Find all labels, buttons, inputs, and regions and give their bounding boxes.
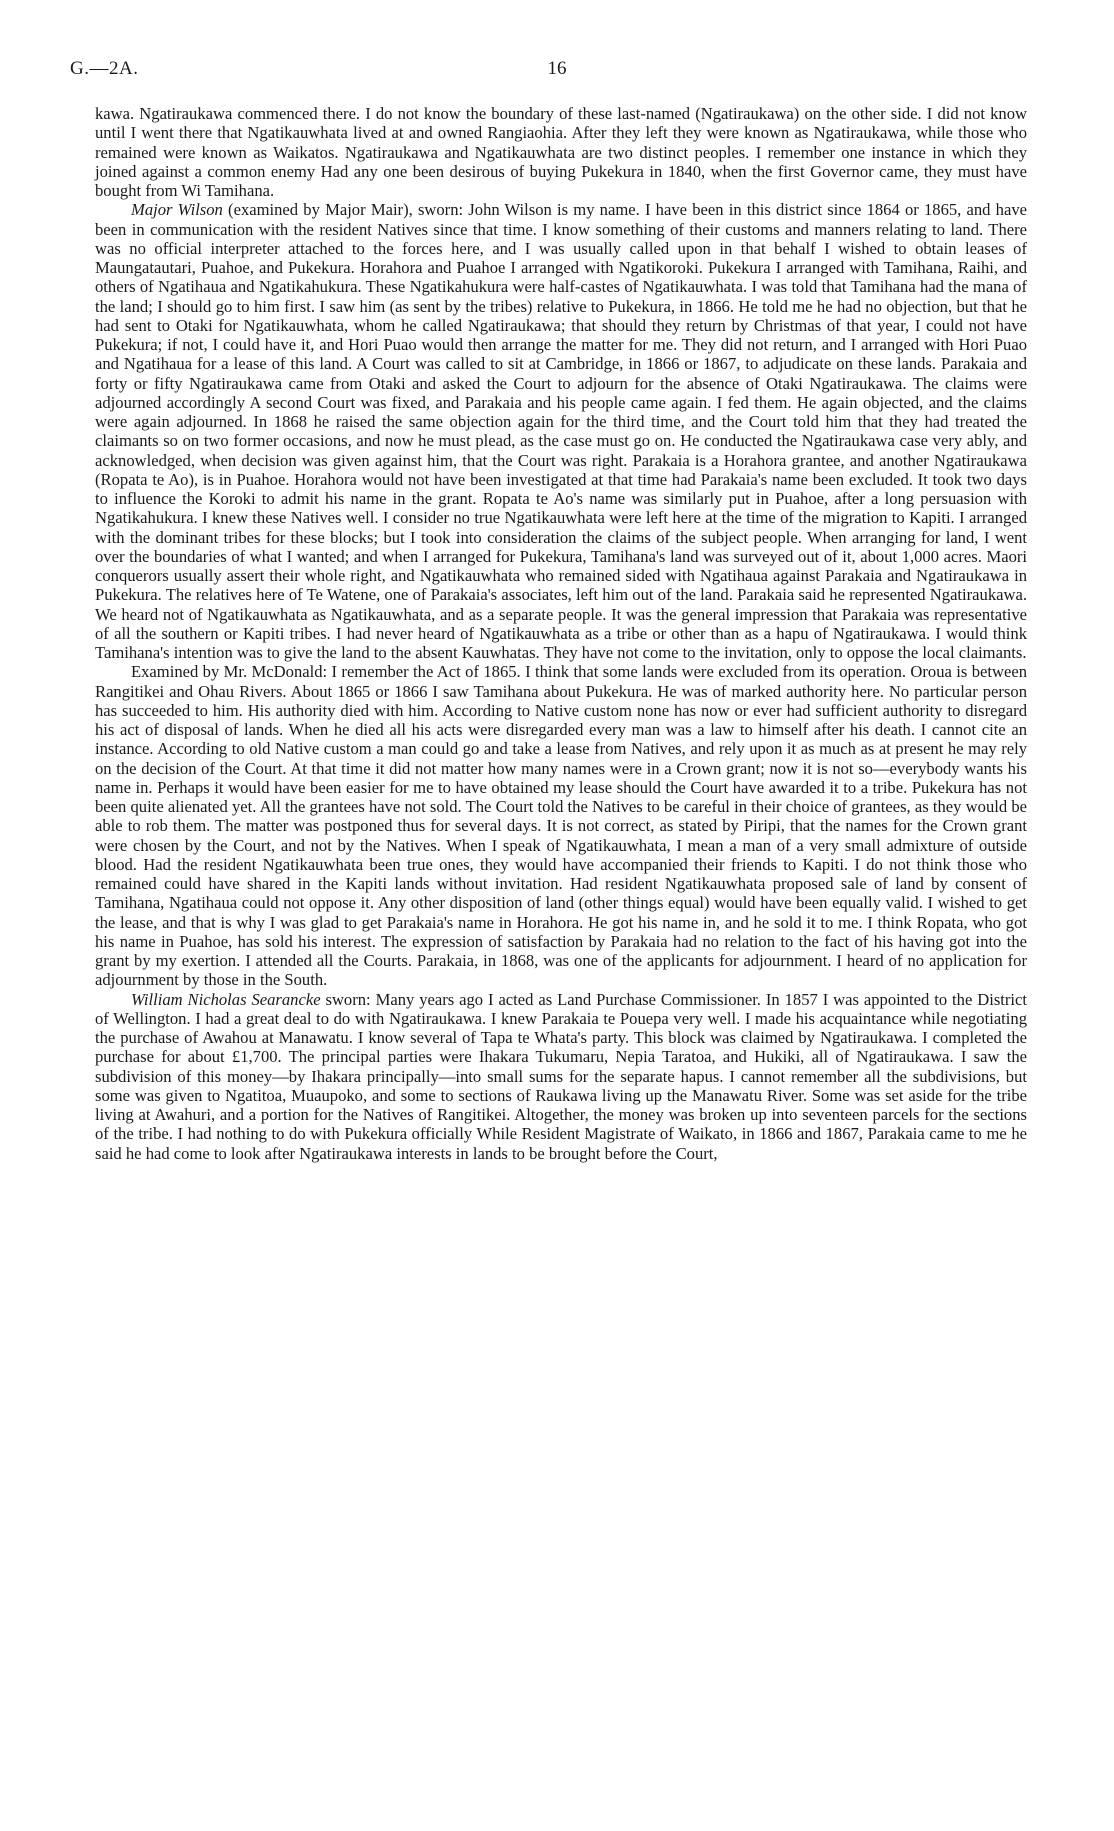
paragraph-text: (examined by Major Mair), sworn: John Wilson is my name. I have been in this district since 1864 or 1865, and have been in communication with the resident Natives since that time. I know something of their customs and manners relating to land. There was no official interpreter attached to the forces here, and I was usually called upon in that behalf I wished to obtain leases of Maungatautari, Puahoe, and Pukekura. Horahora and Puahoe I arranged with Ngatikoroki. Pukekura I arranged with Tamihana, Raihi, and others of Ngatihaua and Ngatikahukura. These Ngatikahukura were half-castes of Ngatikauwhata. I was told that Tamihana had the mana of the land; I should go to him first. I saw him (as sent by the tribes) relative to Pukekura, in 1866. He told me he had no objection, but that he had sent to Otaki for Ngatikauwhata, whom he called Ngatiraukawa; that should they return by Christmas of that year, I could not have Pukekura; if not, I could have it, and Hori Puao would then arrange the matter for me. They did not return, and I arranged with Hori Puao and Ngatihaua for a lease of this land. A Court was called to sit at Cambridge, in 1866 or 1867, to adjudicate on these lands. Parakaia and forty or fifty Ngatiraukawa came from Otaki and asked the Court to adjourn for the absence of Otaki Ngatiraukawa. The claims were adjourned accordingly A second Court was fixed, and Parakaia and his people came again. I fed them. He again objected, and the claims were again adjourned. In 1868 he raised the same objection again for the third time, and the Court told him that they had treated the claimants so on two former occasions, and now he must plead, as the case must go on. He conducted the Ngatiraukawa case very ably, and acknowledged, when decision was given against him, that the Court was right. Parakaia is a Horahora grantee, and another Ngatiraukawa (Ropata te Ao), is in Puahoe. Horahora would not have been investigated at that time had Parakaia's name been excluded. It took two days to influence the Koroki to admit his name in the grant. Ropata te Ao's name was similarly put in Puahoe, after a long persuasion with Ngatikahukura. I knew these Natives well. I consider no true Ngatikauwhata were left here at the time of the migration to Kapiti. I arranged with the dominant tribes for these blocks; but I took into consideration the claims of the subject people. When arranging for land, I went over the boundaries of what I wanted; and when I arranged for Pukekura, Tamihana's land was surveyed out of it, about 1,000 acres. Maori conquerors usually assert their whole right, and Ngatikauwhata who remained sided with Ngatihaua against Parakaia and Ngatiraukawa in Pukekura. The relatives here of Te Watene, one of Parakaia's associates, left him out of the land. Parakaia said he represented Ngatiraukawa. We heard not of Ngatikauwhata as Ngatikauwhata, and as a separate people. It was the general impression that Parakaia was representative of all the southern or Kapiti tribes. I had never heard of Ngatikauwhata as a tribe or other than as a hapu of Ngatiraukawa. I would think Tamihana's intention was to give the land to the absent Kauwhatas. They have not come to the invitation, only to oppose the local claimants.: [95, 200, 1027, 662]
paragraph: [95, 990, 1027, 1163]
page-number: 16: [547, 58, 567, 79]
body-text: [95, 104, 1027, 1163]
paragraph: [95, 200, 1027, 662]
paragraph-text: Examined by Mr. McDonald: I remember the Act of 1865. I think that some lands were excluded from its operation. Oroua is between Rangitikei and Ohau Rivers. About 1865 or 1866 I saw Tamihana about Pukekura. He was of marked authority here. No particular person has succeeded to him. His authority died with him. According to Native custom none has now or ever had sufficient authority to disregard his act of disposal of lands. When he died all his acts were disregarded every man was a law to himself after his death. I cannot cite an instance. According to old Native custom a man could go and take a lease from Natives, and rely upon it as much as at present he may rely on the decision of the Court. At that time it did not matter how many names were in a Crown grant; now it is not so—everybody wants his name in. Perhaps it would have been easier for me to have obtained my lease should the Court have awarded it to a tribe. Pukekura has not been quite alienated yet. All the grantees have not sold. The Court told the Natives to be careful in their choice of grantees, as they would be able to rob them. The matter was postponed thus for several days. It is not correct, as stated by Piripi, that the names for the Crown grant were chosen by the Court, and not by the Natives. When I speak of Ngatikauwhata, I mean a man of a very small admixture of outside blood. Had the resident Ngatikauwhata been true ones, they would have accompanied their friends to Kapiti. I do not think those who remained could have shared in the Kapiti lands without invitation. Had resident Ngatikauwhata proposed sale of land by consent of Tamihana, Ngatihaua could not oppose it. Any other disposition of land (other things equal) would have been equally valid. I wished to get the lease, and that is why I was glad to get Parakaia's name in Horahora. He got his name in, and he sold it to me. I think Ropata, who got his name in Puahoe, has sold his interest. The expression of satisfaction by Parakaia had no relation to the fact of his having got into the grant by my exertion. I attended all the Courts. Parakaia, in 1868, was one of the applicants for adjournment. I heard of no application for adjournment by those in the South.: [95, 662, 1027, 990]
speaker-name: William Nicholas Searancke: [131, 989, 321, 1009]
paragraph: [95, 104, 1027, 200]
paragraph: [95, 662, 1027, 989]
document-reference: G.—2A.: [70, 58, 139, 79]
page-header: [0, 58, 1114, 88]
speaker-name: Major Wilson: [131, 200, 223, 220]
paragraph-text: sworn: Many years ago I acted as Land Purchase Commissioner. In 1857 I was appointed to the District of Wellington. I had a great deal to do with Ngatiraukawa. I knew Parakaia te Pouepa very well. I made his acquaintance while negotiating the purchase of Awahou at Manawatu. I know several of Tapa te Whata's party. This block was claimed by Ngatiraukawa. I completed the purchase for about £1,700. The principal parties were Ihakara Tukumaru, Nepia Taratoa, and Hukiki, all of Ngatiraukawa. I saw the subdivision of this money—by Ihakara principally—into small sums for the separate hapus. I cannot remember all the subdivisions, but some was given to Ngatitoa, Muaupoko, and some to sections of Raukawa living up the Manawatu River. Some was set aside for the tribe living at Awahuri, and a portion for the Natives of Rangitikei. Altogether, the money was broken up into seventeen parcels for the sections of the tribe. I had nothing to do with Pukekura officially While Resident Magistrate of Waikato, in 1866 and 1867, Parakaia came to me he said he had come to look after Ngatiraukawa interests in lands to be brought before the Court,: [95, 989, 1027, 1163]
paragraph-text: kawa. Ngatiraukawa commenced there. I do not know the boundary of these last-named (Ngatiraukawa) on the other side. I did not know until I went there that Ngatikauwhata lived at and owned Rangiaohia. After they left they were known as Ngatiraukawa, while those who remained were known as Waikatos. Ngatiraukawa and Ngatikauwhata are two distinct peoples. I remember one instance in which they joined against a common enemy Had any one been desirous of buying Pukekura in 1840, when the first Governor came, they must have bought from Wi Tamihana.: [95, 104, 1027, 200]
